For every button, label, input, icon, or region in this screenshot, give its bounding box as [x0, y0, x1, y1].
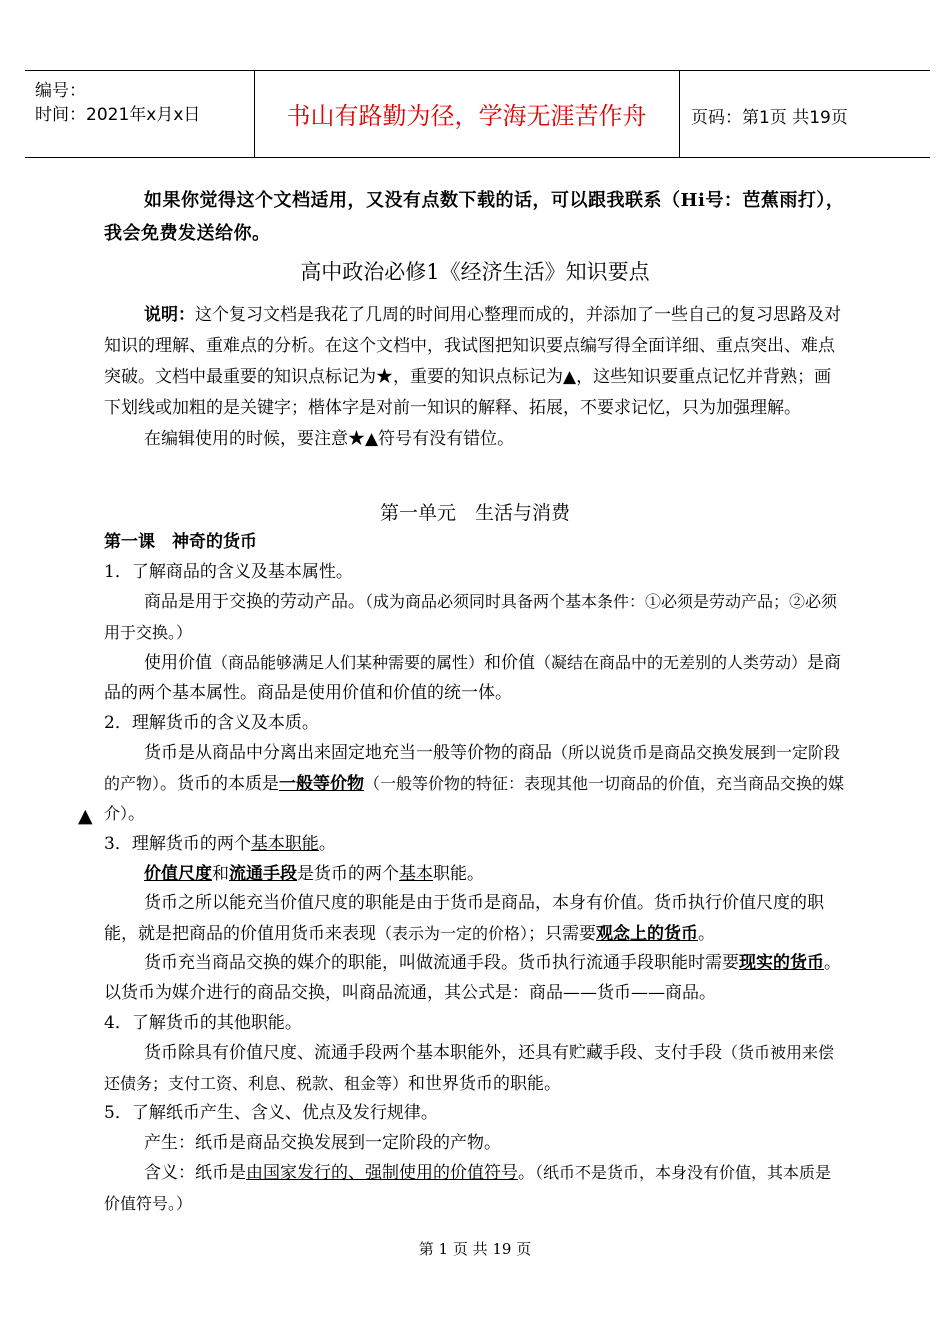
section-3-paragraph-2	[104, 889, 846, 949]
s1-text: 商品是用于交换的劳动产品。	[144, 592, 365, 613]
s1-text: 和价值	[484, 653, 536, 674]
header-motto: 书山有路勤为径，学海无涯苦作舟	[286, 102, 647, 130]
s3-keyword: 基本	[399, 863, 433, 884]
unit-block	[104, 498, 846, 528]
s3-text: 。以货币为媒介进行的商品交换，叫商品流通，其公式是：商品——货币——商品。	[104, 953, 841, 1003]
header-meta	[35, 79, 255, 127]
notice-text: 如果你觉得这个文档适用，又没有点数下载的话，可以跟我联系（Hi号：芭蕉雨打），我会免费发送给你。	[104, 190, 845, 244]
header-divider	[679, 71, 680, 157]
s3-text: 和	[212, 863, 229, 884]
section-3-paragraph-1	[104, 860, 846, 890]
s3-keyword: 观念上的货币	[596, 923, 699, 944]
s3-heading-text: 3．理解货币的两个	[104, 833, 251, 854]
section-1-paragraph-1	[104, 587, 846, 648]
intro-text: 这个复习文档是我花了几周的时间用心整理而成的，并添加了一些自己的复习思路及对知识的理解、重难点的分析。在这个文档中，我试图把知识要点编写得全面详细、重点突出、难点突破。文档中最重要的知识点标记为★，重要的知识点标记为▲，这些知识要重点记忆并背熟；画下划线或加粗的是关键字；楷体字是对前一知识的解释、拓展，不要求记忆，只为加强理解。	[104, 305, 841, 418]
section-4-heading: 4．了解货币的其他职能。	[104, 1012, 302, 1033]
s1-explanation: （成为商品必须同时具备两个基本条件：①必须是劳动产品；②必须用于交换。）	[104, 592, 838, 642]
document-time-label: 时间：2021年x月x日	[35, 105, 201, 125]
s3-heading-text: 。	[318, 833, 336, 854]
s1-explanation: （凝结在商品中的无差别的人类劳动）	[535, 653, 808, 673]
s3-keyword: 现实的货币	[739, 953, 824, 974]
section-5-paragraph-2	[104, 1158, 846, 1219]
intro-paragraph	[104, 300, 846, 424]
s2-explanation: （一般等价物的特征：表现其他一切商品的价值，充当商品交换的媒介）	[104, 773, 845, 824]
s3-text: 职能。	[433, 863, 484, 884]
s5-explanation: （纸币不是货币，本身没有价值，其本质是价值符号。）	[104, 1163, 832, 1214]
s3-text: 货币充当商品交换的媒介的职能，叫做流通手段。货币执行流通手段职能时需要	[144, 953, 739, 974]
s3-explanation: （表示为一定的价格）	[376, 923, 529, 943]
lesson-content	[104, 528, 846, 1220]
s1-explanation: （商品能够满足人们某种需要的属性）	[212, 653, 485, 673]
section-1-paragraph-2	[104, 648, 846, 708]
s2-text: 货币是从商品中分离出来固定地充当一般等价物的商品	[144, 743, 552, 764]
importance-mark-icon: ▲	[78, 805, 93, 827]
s3-text: 是货币的两个	[297, 863, 399, 884]
section-2-heading: 2．理解货币的含义及本质。	[104, 712, 319, 733]
s2-text: 。货币的本质是	[160, 773, 280, 794]
intro-lead: 说明：	[144, 305, 195, 325]
header-page-info: 页码：第1页 共19页	[691, 108, 848, 128]
intro-note: 在编辑使用的时候，要注意★▲符号有没有错位。	[144, 429, 515, 449]
section-1-heading: 1．了解商品的含义及基本属性。	[104, 561, 353, 582]
section-5-heading: 5．了解纸币产生、含义、优点及发行规律。	[104, 1103, 438, 1124]
s3-keyword: 流通手段	[229, 863, 297, 884]
s3-heading-keyword: 基本职能	[250, 833, 319, 854]
title-block	[104, 254, 846, 290]
s2-text: 。	[128, 804, 146, 825]
section-2-paragraph-1	[104, 738, 846, 830]
download-notice	[104, 184, 846, 250]
s4-explanation: （货币被用来偿还债务；支付工资、利息、税款、租金等）	[104, 1043, 835, 1093]
s4-text: 和世界货币的职能。	[408, 1073, 562, 1094]
section-3-paragraph-3	[104, 949, 846, 1008]
s2-explanation: （所以说货币是商品交换发展到一定阶段的产物）	[104, 743, 841, 793]
lesson-title: 第一课 神奇的货币	[104, 532, 257, 552]
intro-section	[104, 300, 846, 455]
s1-text: 是商品的两个基本属性。商品是使用价值和价值的统一体。	[104, 653, 842, 703]
section-3-heading	[104, 830, 846, 860]
s5-text: 。	[518, 1163, 535, 1184]
s3-text: 。	[698, 923, 716, 944]
s3-keyword: 价值尺度	[144, 863, 212, 884]
unit-title: 第一单元 生活与消费	[379, 502, 570, 524]
s5-keyword: 由国家发行的、强制使用的价值符号	[246, 1163, 518, 1184]
s3-text: 货币之所以能充当价值尺度的职能是由于货币是商品，本身有价值。货币执行价值尺度的职能，就是把商品的价值用货币来表现	[104, 893, 824, 944]
s3-text: ；只需要	[528, 923, 597, 944]
s4-text: 货币除具有价值尺度、流通手段两个基本职能外，还具有贮藏手段、支付手段	[144, 1043, 722, 1064]
document-title: 高中政治必修1《经济生活》知识要点	[300, 260, 650, 284]
section-4-paragraph-1	[104, 1038, 846, 1099]
s1-text: 使用价值	[144, 653, 212, 674]
section-5-paragraph-1: 产生：纸币是商品交换发展到一定阶段的产物。	[144, 1132, 501, 1153]
s5-text: 含义：纸币是	[144, 1163, 246, 1184]
s2-keyword: 一般等价物	[279, 773, 365, 794]
document-number-label: 编号：	[35, 81, 86, 101]
page-footer: 第 1 页 共 19 页	[418, 1240, 532, 1258]
page-header	[25, 70, 930, 158]
